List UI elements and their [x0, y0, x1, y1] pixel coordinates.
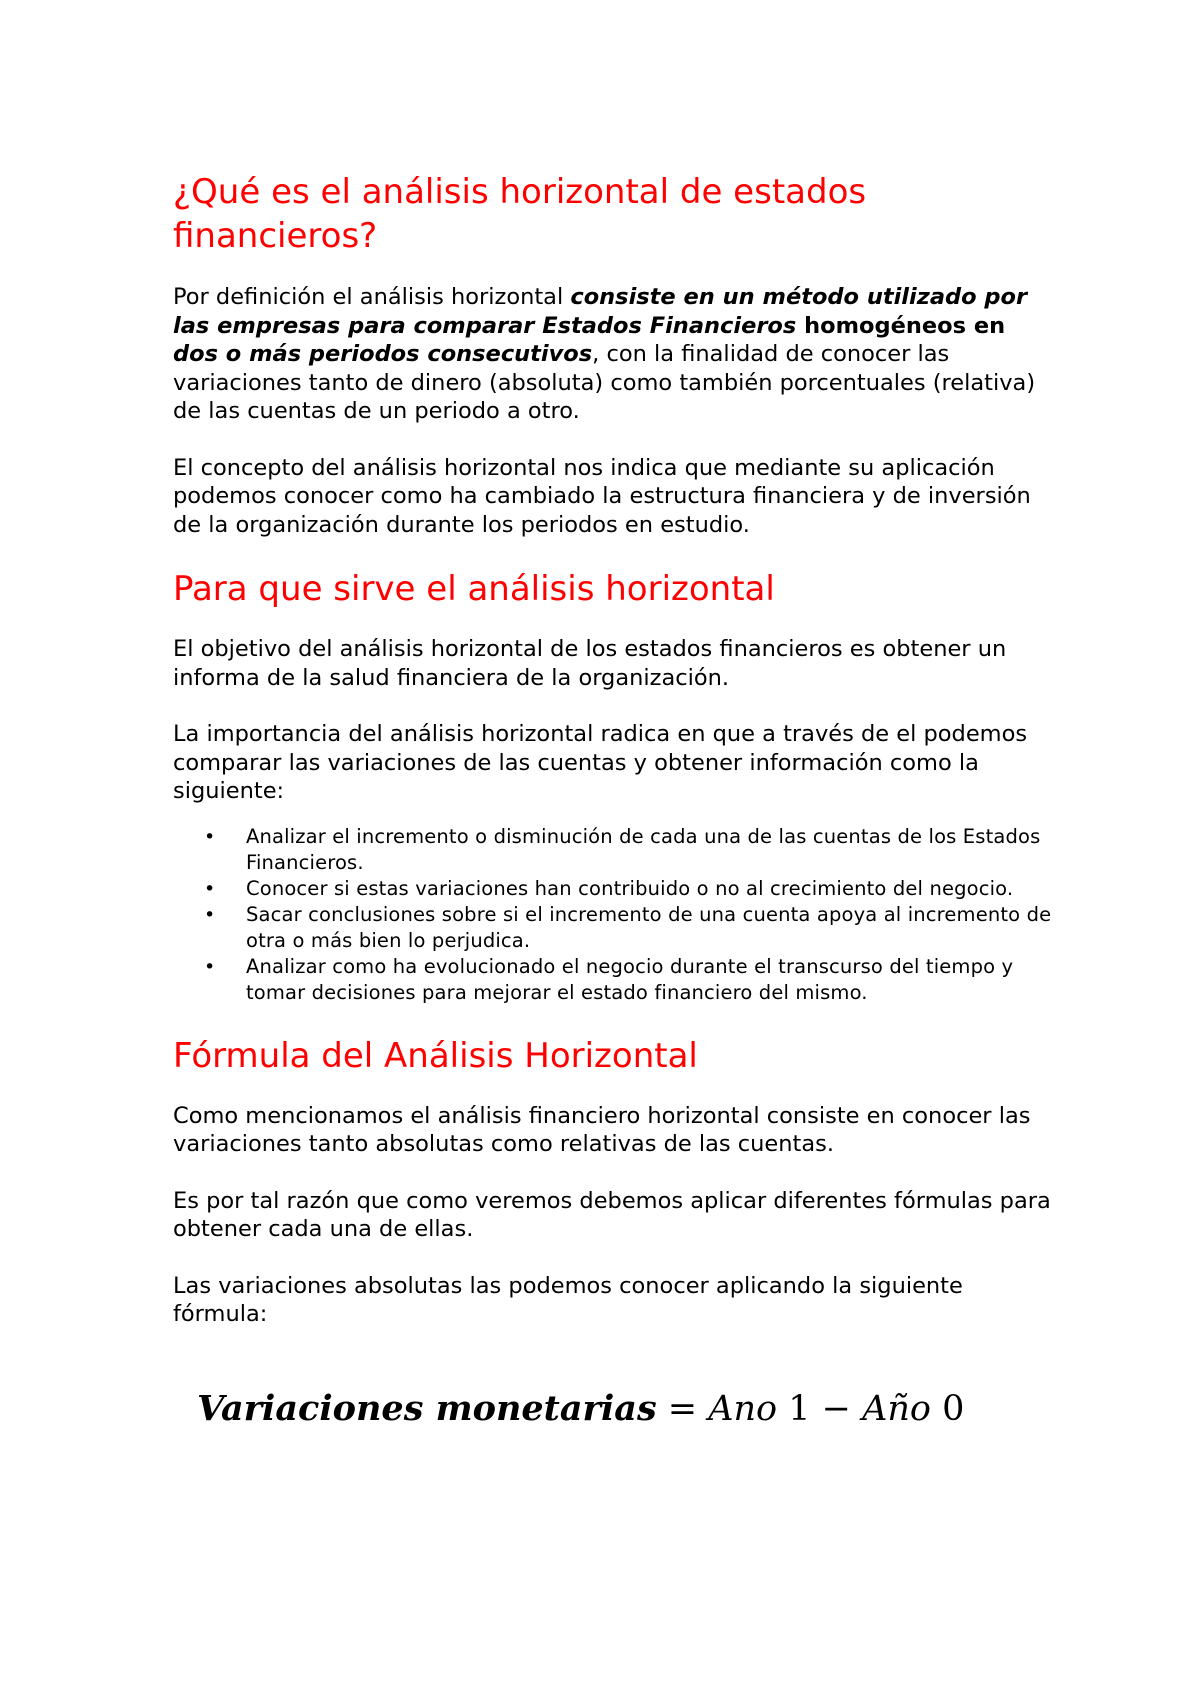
- paragraph-como-mencionamos: Como mencionamos el análisis financiero horizontal consiste en conocer las variaciones tanto absolutas como relativas de las cuentas.: [173, 1102, 1031, 1157]
- paragraph-por-tal-razon: Es por tal razón que como veremos debemos aplicar diferentes fórmulas para obtener cada una de ellas.: [173, 1187, 1051, 1242]
- document-page: [173, 170, 1053, 1431]
- list-item-text: Sacar conclusiones sobre si el incremento de una cuenta apoya al incremento de otra o más bien lo perjudica.: [246, 902, 1052, 952]
- formula-term-2-num: 0: [931, 1388, 965, 1429]
- list-item: [173, 902, 1053, 954]
- paragraph-concepto: El concepto del análisis horizontal nos indica que mediante su aplicación podemos conocer como ha cambiado la estructura financiera y de inversión de la organización durante los periodos en estudio.: [173, 454, 1031, 538]
- heading-para-que-sirve: Para que sirve el análisis horizontal: [173, 569, 775, 609]
- formula-equals: =: [656, 1388, 709, 1429]
- formula-variaciones-monetarias: [197, 1387, 1053, 1431]
- list-item-text: Analizar como ha evolucionado el negocio durante el transcurso del tiempo y tomar decisiones para mejorar el estado financiero del mismo.: [246, 954, 1014, 1004]
- list-item: [173, 876, 1053, 902]
- bullet-icon: •: [204, 955, 216, 978]
- paragraph-variaciones-absolutas: Las variaciones absolutas las podemos conocer aplicando la siguiente fórmula:: [173, 1272, 963, 1327]
- paragraph-definicion: [173, 283, 1053, 426]
- definicion-tail: , con la finalidad de conocer las variaciones tanto de dinero (absoluta) como también porcentuales (relativa) de las cuentas de un periodo a otro.: [173, 341, 1036, 424]
- list-item: [173, 954, 1053, 1006]
- paragraph-objetivo: El objetivo del análisis horizontal de los estados financieros es obtener un informa de la salud financiera de la organización.: [173, 636, 1007, 691]
- bullet-icon: •: [204, 825, 216, 848]
- formula-term-2-word: Año: [862, 1388, 931, 1429]
- list-item-text: Analizar el incremento o disminución de cada una de las cuentas de los Estados Financieros.: [246, 824, 1041, 874]
- formula-term-1-word: Ano: [708, 1388, 778, 1429]
- list-item: [173, 824, 1053, 876]
- definicion-emphasis-metodo: consiste en un método utilizado por las empresas para comparar Estados Financieros: [173, 284, 1028, 339]
- paragraph-importancia: La importancia del análisis horizontal radica en que a través de el podemos comparar las variaciones de las cuentas y obtener información como la siguiente:: [173, 721, 1028, 804]
- formula-lhs: Variaciones monetarias: [197, 1387, 657, 1429]
- heading-que-es: ¿Qué es el análisis horizontal de estados financieros?: [173, 172, 867, 256]
- formula-minus: −: [810, 1388, 863, 1429]
- definicion-bold-homogeneos: homogéneos en: [796, 312, 1006, 339]
- definicion-lead: Por definición el análisis horizontal: [173, 284, 571, 310]
- bullet-list: [173, 824, 1053, 1006]
- list-item-text: Conocer si estas variaciones han contribuido o no al crecimiento del negocio.: [246, 876, 1014, 900]
- formula-term-1-num: 1: [777, 1388, 811, 1429]
- bullet-icon: •: [204, 877, 216, 900]
- heading-formula: Fórmula del Análisis Horizontal: [173, 1035, 698, 1076]
- bullet-icon: •: [204, 903, 216, 926]
- definicion-emphasis-periodos: dos o más periodos consecutivos: [173, 341, 593, 367]
